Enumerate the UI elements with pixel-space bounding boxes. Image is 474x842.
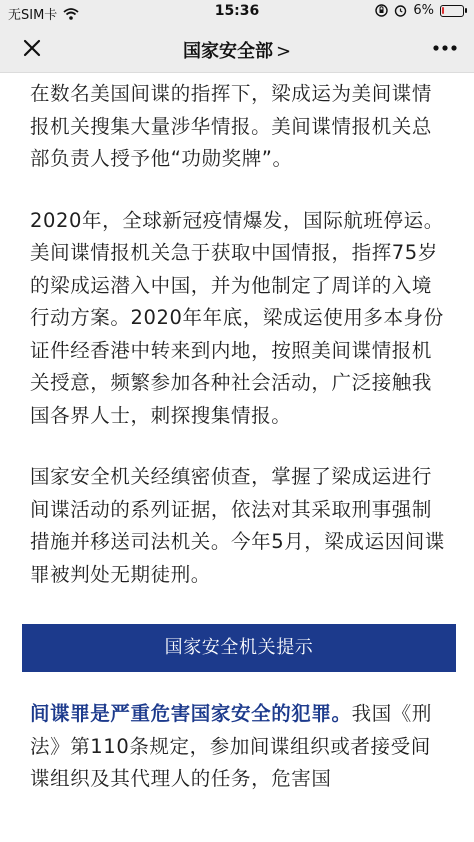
account-name[interactable]: 国家安全部	[182, 41, 273, 62]
clock: 15:36	[214, 3, 260, 19]
battery-icon	[440, 5, 464, 17]
nav-bar	[0, 24, 474, 73]
article-paragraph: 国家安全机关经缜密侦查，掌握了梁成运进行间谍活动的系列证据，依法对其采取刑事强制措施并移送司法机关。今年5月，梁成运因间谍罪被判处无期徒刑。	[30, 465, 446, 586]
article-paragraph: 2020年，全球新冠疫情爆发，国际航班停运。美间谍情报机关急于获取中国情报，指挥75岁的梁成运潜入中国，并为他制定了周详的入境行动方案。2020年年底，梁成运使用多本身份证件经香港中转来到内地，按照美间谍情报机关授意，频繁参加各种社会活动，广泛接触我国各界人士，刺探搜集情报。	[30, 208, 444, 427]
highlight-text: 间谍罪是严重危害国家安全的犯罪。	[30, 702, 352, 725]
alarm-icon	[394, 4, 407, 17]
article-paragraph: 在数名美国间谍的指挥下，梁成运为美间谍情报机关搜集大量涉华情报。美间谍情报机关总部负责人授予他“功勋奖牌”。	[30, 82, 433, 170]
battery-percent: 6%	[413, 3, 434, 18]
battery-fill	[442, 7, 444, 14]
article-paragraph	[30, 698, 450, 796]
status-bar	[0, 0, 474, 24]
carrier-text: 无SIM卡	[8, 8, 58, 23]
article-body	[30, 74, 450, 796]
section-banner: 国家安全机关提示	[22, 624, 456, 672]
account-title[interactable]	[0, 37, 474, 63]
paragraph-text: 我国《刑法》第110条规定，参加间谍组织或者接受间谍组织及其代理人的任务，危害国	[30, 702, 433, 790]
chevron-right-icon[interactable]: >	[275, 41, 292, 62]
more-icon[interactable]	[432, 38, 458, 58]
status-right	[375, 3, 464, 18]
orientation-lock-icon	[375, 4, 388, 17]
